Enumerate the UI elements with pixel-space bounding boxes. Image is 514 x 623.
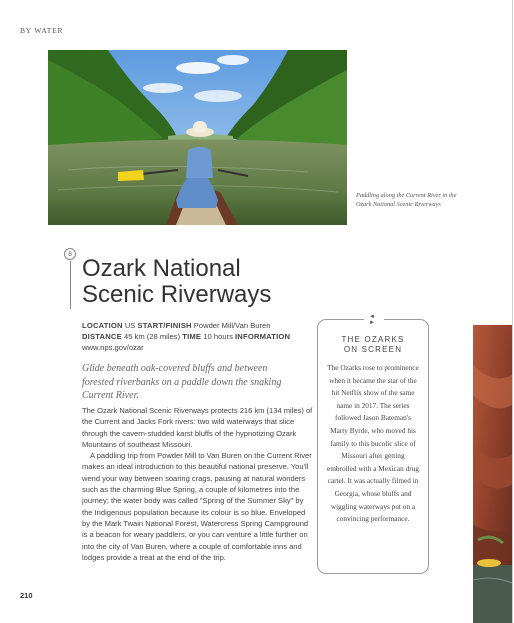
- title-line-2: Scenic Riverways: [82, 281, 272, 308]
- startfinish-value: Powder Mill/Van Buren: [193, 321, 271, 330]
- canyon-photo: [473, 325, 512, 623]
- distance-label: DISTANCE: [82, 332, 122, 341]
- intro-text: Glide beneath oak-covered bluffs and between forested riverbanks on a paddle down the snaking Current River.: [82, 363, 282, 401]
- sidebar-title-line-1: THE OZARKS: [341, 335, 405, 344]
- sidebar-body: The Ozarks rose to prominence when it became the star of the hit Netflix show of the same name in 2017. The series followed Jason Bateman's Marty Byrde, who moved his family to this bucolic slice of Missouri after getting embroiled with a Mexican drug cartel. It was actually filmed in Georgia, whose bluffs and wiggling waterways put on a convincing performance.: [327, 363, 419, 524]
- sidebar-box: [317, 314, 429, 574]
- website-link[interactable]: www.nps.gov/ozar: [82, 343, 144, 352]
- time-label: TIME: [182, 332, 202, 341]
- startfinish-label: START/FINISH: [137, 321, 192, 330]
- time-value: 10 hours: [203, 332, 233, 341]
- meta-line-2: [82, 331, 312, 342]
- body-paragraph-1: The Ozark National Scenic Riverways protects 216 km (134 miles) of the Current and Jacks Fork rivers: two wild waterways that slice through the cavern-studded karst bluffs of the hypnotizing Ozark Mountains of southeast Missouri.: [82, 406, 313, 449]
- page-edge-rule: [512, 0, 513, 623]
- information-label: INFORMATION: [235, 332, 291, 341]
- meta-line-1: [82, 320, 312, 331]
- distance-value: 45 km (28 miles): [123, 332, 181, 341]
- article-body: [82, 405, 314, 563]
- canoe-river-photo: [48, 50, 347, 225]
- adjacent-page-photo: [473, 325, 512, 623]
- article-title: [82, 256, 312, 308]
- location-label: LOCATION: [82, 321, 123, 330]
- title-line-1: Ozark National: [82, 255, 241, 282]
- location-value: US: [124, 321, 136, 330]
- route-meta: [82, 320, 312, 353]
- page-number: 210: [20, 591, 33, 600]
- section-header: BY WATER: [20, 26, 64, 35]
- route-number-badge: 8: [64, 248, 76, 260]
- sidebar-title: [318, 335, 428, 355]
- sidebar-arrows-icon: ◄ ►: [364, 314, 384, 326]
- photo-caption: Paddling along the Current River in the Ozark National Scenic Riverways: [356, 192, 457, 208]
- body-paragraph-2: A paddling trip from Powder Mill to Van Buren on the Current River makes an ideal introduction to this beautiful national preserve. You'll wend your way between soaring crags, pausing at natural wonders such as the charming Blue Spring, a couple of kilometres into the journey; the water body was called "Spring of the Summer Sky" by the Indigenous population because its colour is so blue. Enveloped by the Mark Twain National Forest, Watercress Spring Campground is a beacon for weary paddlers, or you can venture a little further on into the city of Van Buren, where a couple of comfortable inns and lodges provide a treat at the end of the trip.: [82, 451, 312, 562]
- main-photo: [48, 50, 347, 225]
- sidebar-title-line-2: ON SCREEN: [343, 345, 403, 354]
- title-rule: [70, 261, 71, 309]
